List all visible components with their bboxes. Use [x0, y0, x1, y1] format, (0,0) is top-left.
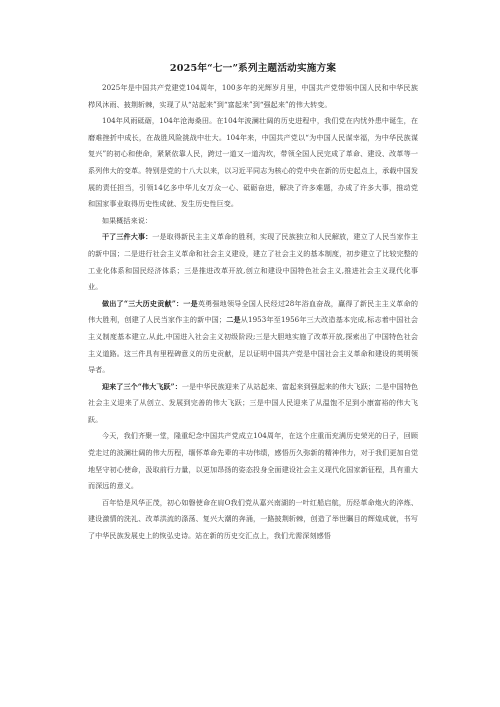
- paragraph-intro: 2025年是中国共产党建党104周年，100多年的光辉岁月里，中国共产党带领中国人民和中华民族栉风沐雨、披荆斩棘，实现了从“站起来”到“富起来”到“强起来”的伟大转变。: [88, 83, 418, 109]
- label-contribution-two: 二是: [226, 315, 241, 325]
- paragraph-history: 104年风雨砥砺，104年沧海桑田。在104年波澜壮阔的历史进程中，我们党在内忧外患中诞生，在磨难挫折中成长，在战胜风险挑战中壮大。104年来，中国共产党以“为中国人民谋幸福，为中华民族谋复兴”的初心和使命，紧紧依靠人民，跨过一道又一道沟坎，带领全国人民完成了革命、建设、改革等一系列伟大的变革。特别是党的十八大以来，以习近平同志为核心的党中央在新的历史起点上，承载中国发展的责任担当，引领14亿多中华儿女万众一心、砥砺奋进，解决了许多难题，办成了许多大事，推动党和国家事业取得历史性成就、发生历史性巨变。: [88, 116, 418, 209]
- text-three-big-things: 一是取得新民主主义革命的胜利，实现了民族独立和人民解放，建立了人民当家作主的新中国；二是进行社会主义革命和社会主义建设，建立了社会主义的基本制度，初步建立了比较完整的工业化体系和国民经济体系；三是推进改革开放,创立和建设中国特色社会主义,推进社会主义现代化事业。: [88, 232, 418, 292]
- paragraph-summary-lead: 如果概括来说：: [102, 215, 153, 225]
- paragraph-three-big-things: [88, 229, 418, 295]
- text-contribution-two-three: 从1953年至1956年三大改造基本完成,标志着中国社会主义制度基本建立,从此,中国进入社会主义初级阶段;三是大胆地实施了改革开放,探索出了中国特色社会主义道路。这三件具有里程碑意义的历史贡献，足以证明中国共产党是中国社会主义革命和建设的英明领导者。: [88, 315, 419, 375]
- heading-three-leaps: 迎来了三个“伟大飞跃”：: [102, 381, 182, 391]
- document-page: [88, 62, 418, 545]
- paragraph-commemoration: 今天，我们齐聚一堂，隆重纪念中国共产党成立104周年，在这个庄重而充满历史荣光的日子，回顾党走过的波澜壮阔的伟大历程，缅怀革命先辈的丰功伟绩，感悟历久弥新的精神伟力，对于我们更加自觉地坚守初心使命，汲取前行力量，以更加昂扬的姿态投身全面建设社会主义现代化国家新征程，具有重大而深远的意义。: [88, 431, 418, 491]
- text-three-leaps: 一是中华民族迎来了从站起来、富起来到强起来的伟大飞跃；二是中国特色社会主义迎来了从创立、发展到完善的伟大飞跃；三是中国人民迎来了从温饱不足到小康富裕的伟大飞跃。: [88, 381, 418, 424]
- heading-three-contributions: 做出了“三大历史贡献”：一是: [102, 298, 198, 308]
- document-title: 2025年“七一”系列主题活动实施方案: [169, 63, 337, 74]
- paragraph-three-leaps: [88, 379, 418, 429]
- heading-three-big-things: 干了三件大事：: [102, 232, 153, 242]
- paragraph-centennial: 百年恰是风华正茂，初心如磐使命在肩O我们党从嘉兴南湖的一叶红船启航，历经革命炮火的淬炼、建设激情的洗礼、改革洪流的涤荡、复兴大潮的奔涌，一路披荆斩棘，创造了举世瞩目的辉煌成就，书写了中华民族发展史上的恢弘史诗。站在新的历史交汇点上，我们尤需深刻感悟: [88, 497, 418, 541]
- paragraph-three-contributions: [88, 296, 418, 379]
- text-contribution-one: 英勇强地领导全国人民经过28年浴血奋战，赢得了新民主主义革命的伟大胜利，创建了人民当家作主的新中国；: [88, 298, 418, 325]
